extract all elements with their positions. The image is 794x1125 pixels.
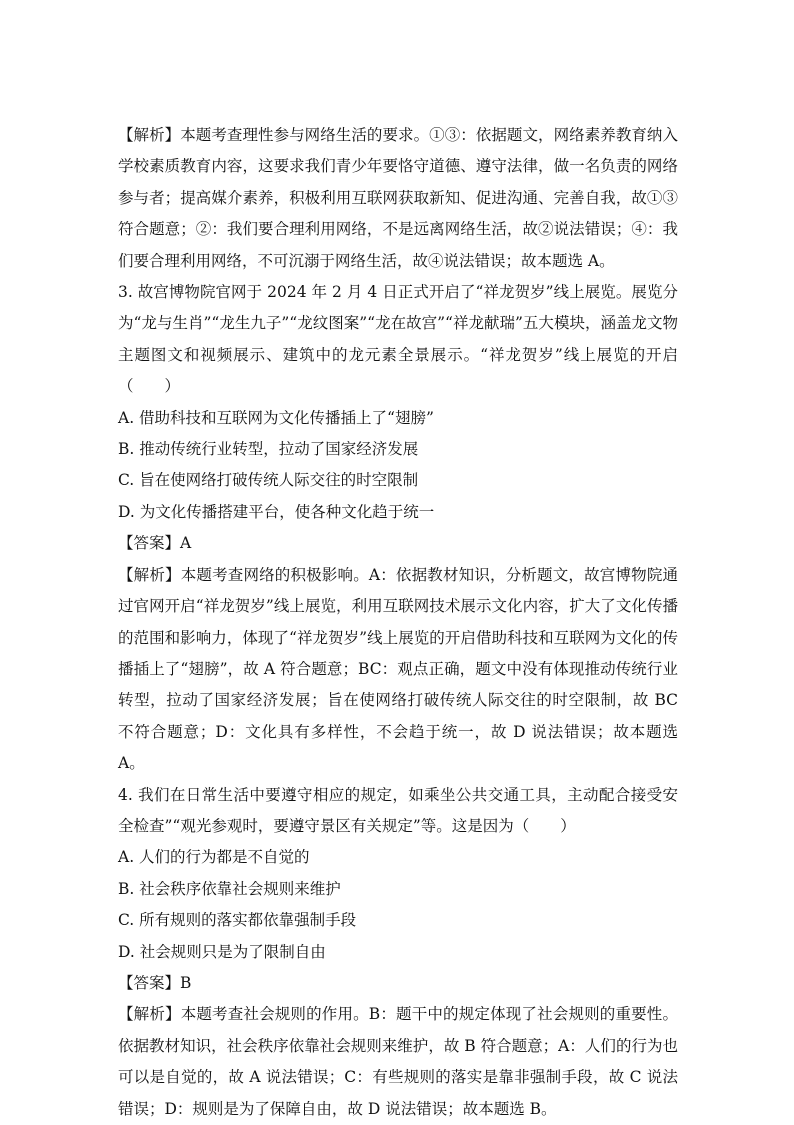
analysis-q2: 【解析】本题考查理性参与网络生活的要求。①③：依据题文，网络素养教育纳入学校素质教育内容，这要求我们青少年要恪守道德、遵守法律，做一名负责的网络参与者；提高媒介素养，积极利用互联网获取新知、促进沟通、完善自我，故①③符合题意；②：我们要合理利用网络，不是远离网络生活，故②说法错误；④：我们要合理利用网络，不可沉溺于网络生活，故④说法错误；故本题选 A。 xyxy=(118,126,678,270)
question-4-answer: 【答案】B xyxy=(118,973,192,992)
question-4-stem: 4. 我们在日常生活中要遵守相应的规定，如乘坐公共交通工具，主动配合接受安全检查”“观光参观时，要遵守景区有关规定”等。这是因为（ ） xyxy=(118,785,678,835)
question-4-option-d: D. 社会规则只是为了限制自由 xyxy=(118,942,326,961)
question-3-answer: 【答案】A xyxy=(118,534,192,553)
question-4-option-c: C. 所有规则的落实都依靠强制手段 xyxy=(118,911,357,930)
question-4-option-b: B. 社会秩序依靠社会规则来维护 xyxy=(118,879,341,898)
analysis-q3: 【解析】本题考查网络的积极影响。A：依据教材知识，分析题文，故宫博物院通过官网开启“祥龙贺岁”线上展览，利用互联网技术展示文化内容，扩大了文化传播的范围和影响力，体现了“祥龙贺岁”线上展览的开启借助科技和互联网为文化的传播插上了“翅膀”，故 A 符合题意；BC：观点正确，题文中没有体现推动传统行业转型，拉动了国家经济发展；旨在使网络打破传统人际交往的时空限制，故 BC 不符合题意；D：文化具有多样性，不会趋于统一，故 D 说法错误；故本题选 A。 xyxy=(118,565,678,773)
question-3-option-c: C. 旨在使网络打破传统人际交往的时空限制 xyxy=(118,471,419,490)
question-3-stem: 3. 故宫博物院官网于 2024 年 2 月 4 日正式开启了“祥龙贺岁”线上展览。展览分为“龙与生肖”“龙生九子”“龙纹图案”“龙在故宫”“祥龙献瑞”五大模块，涵盖龙文物主题图文和视频展示、建筑中的龙元素全景展示。“祥龙贺岁”线上展览的开启（ ） xyxy=(118,283,678,396)
question-3-option-a: A. 借助科技和互联网为文化传播插上了“翅膀” xyxy=(118,408,434,427)
analysis-q4: 【解析】本题考查社会规则的作用。B：题干中的规定体现了社会规则的重要性。依据教材知识，社会秩序依靠社会规则来维护，故 B 符合题意；A：人们的行为也可以是自觉的，故 A 说法错误；C：有些规则的落实是靠非强制手段，故 C 说法错误；D：规则是为了保障自由，故 D 说法错误；故本题选 B。 xyxy=(118,1005,678,1118)
question-4-option-a: A. 人们的行为都是不自觉的 xyxy=(118,848,310,867)
question-3-option-b: B. 推动传统行业转型，拉动了国家经济发展 xyxy=(118,440,419,459)
page-content xyxy=(118,120,678,1125)
question-3-option-d: D. 为文化传播搭建平台，使各种文化趋于统一 xyxy=(118,502,435,521)
